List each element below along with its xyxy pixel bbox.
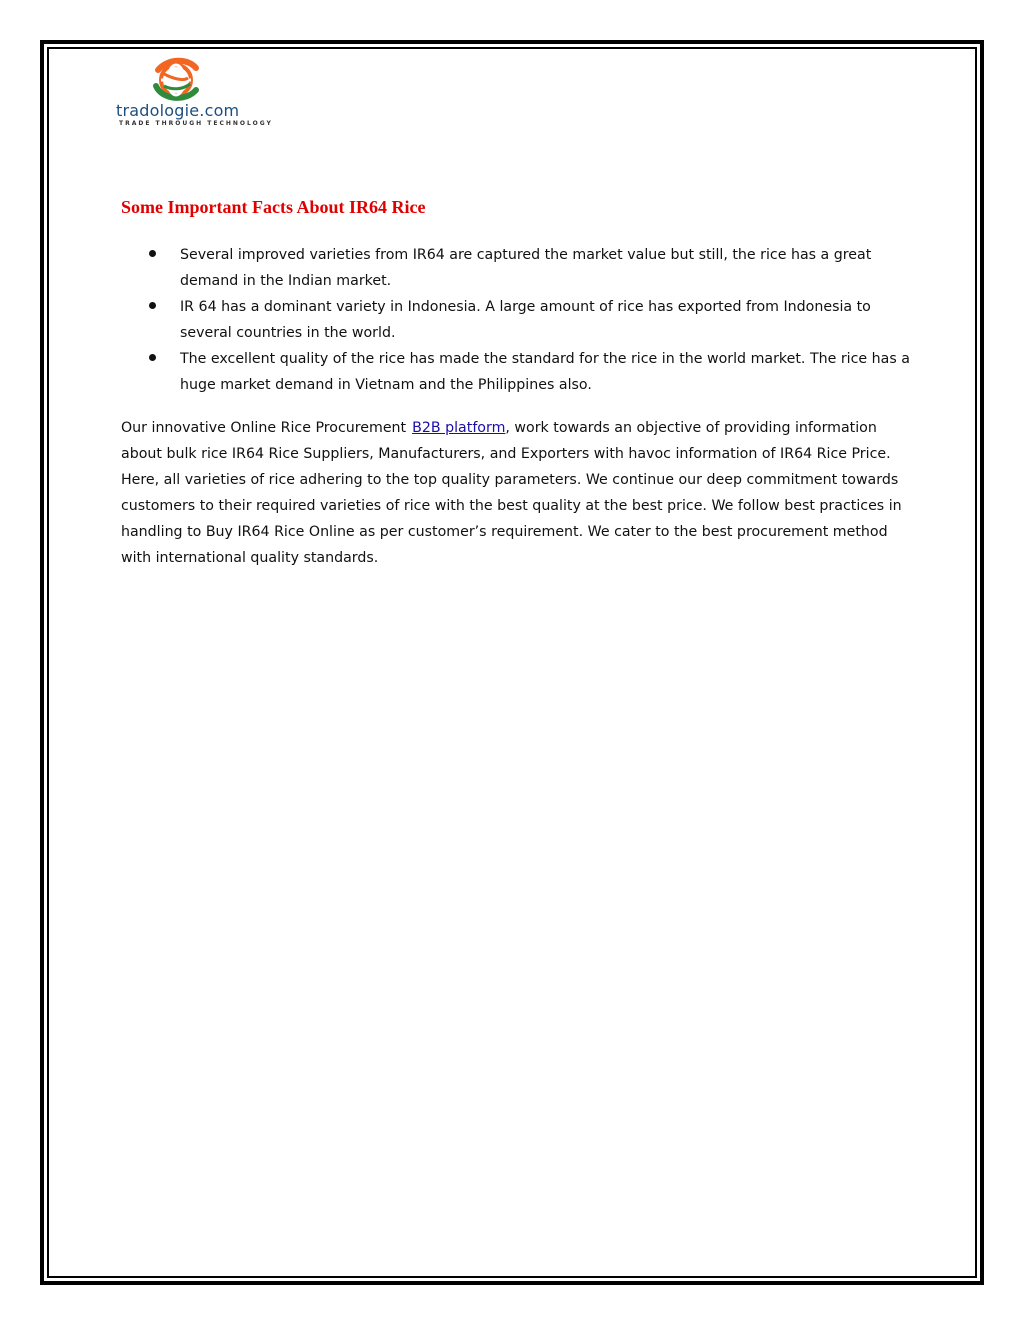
list-item — [121, 346, 911, 398]
bullet-icon — [149, 302, 156, 309]
fact-text: IR 64 has a dominant variety in Indonesia. A large amount of rice has exported from Indonesia to several countries in the world. — [180, 299, 871, 341]
facts-list — [121, 242, 911, 398]
list-item — [121, 294, 911, 346]
body-paragraph — [121, 415, 911, 571]
paragraph-rest: , work towards an objective of providing information about bulk rice IR64 Rice Suppliers, Manufacturers, and Exporters with havoc information of IR64 Rice Price. Here, all varieties of rice adhering to the top quality parameters. We continue our deep commitment towards customers to their required varieties of rice with the best quality at the best price. We follow best practices in handling to Buy IR64 Rice Online as per customer’s requirement. We cater to the best procurement method with international quality standards. — [121, 420, 902, 566]
page-border-inner — [47, 47, 977, 1278]
page-title: Some Important Facts About IR64 Rice — [121, 197, 426, 217]
paragraph-intro: Our innovative Online Rice Procurement — [121, 420, 407, 436]
bullet-icon — [149, 354, 156, 361]
fact-text: The excellent quality of the rice has made the standard for the rice in the world market. The rice has a huge market demand in Vietnam and the Philippines also. — [180, 351, 910, 393]
globe-swirl-icon — [150, 56, 202, 102]
tradologie-logo — [116, 56, 273, 130]
bullet-icon — [149, 250, 156, 257]
fact-text: Several improved varieties from IR64 are captured the market value but still, the rice has a great demand in the Indian market. — [180, 247, 872, 289]
b2b-platform-link[interactable]: B2B platform — [412, 420, 506, 436]
logo-tagline: TRADE THROUGH TECHNOLOGY — [119, 120, 273, 127]
logo-wordmark: tradologie.com — [116, 101, 240, 120]
list-item — [121, 242, 911, 294]
